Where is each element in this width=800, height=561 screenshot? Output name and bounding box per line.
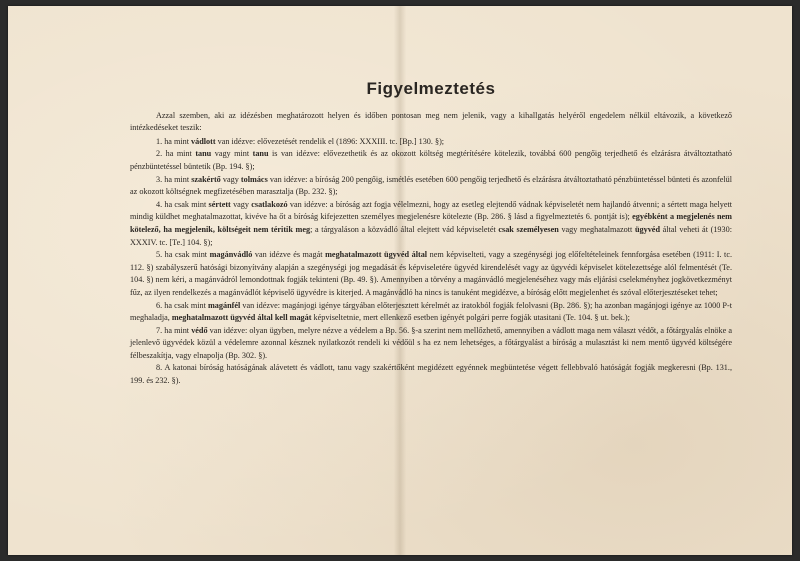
emphasized-text: meghatalmazott ügyvéd által kell magát [171,313,312,323]
item-text: által veheti át (1930: XXXIV. tc. [Te.] 104. §); [130,224,732,247]
emphasized-text: magánvádló [209,250,253,260]
notice-item [130,249,732,299]
item-text: képviseltetnie, mert ellenkező esetben igényét polgári perre fogják utasitani (Te. 104. § ut. bek.); [311,313,630,323]
emphasized-text: vádlott [191,136,216,146]
intro-paragraph: Azzal szemben, aki az idézésben meghatározott helyen és időben pontosan meg nem jelenik, vagy a kihallgatás helyéről engedelem nélkül eltávozik, a következő intézkedéseket teszik: [130,110,732,133]
item-text: 1. ha mint [156,136,192,146]
item-text: vagy [230,199,252,209]
emphasized-text: tanu [252,149,269,159]
emphasized-text: csak személyesen [498,224,559,234]
notice-item [130,325,732,363]
emphasized-text: meghatalmazott ügyvéd által [325,250,428,260]
page-title: Figyelmeztetés [366,79,496,98]
notice-item [130,199,732,249]
notice-item [130,362,732,387]
emphasized-text: egyébként a megjelenés nem kötelező, ha megjelenik, költségeit nem téritik meg [130,212,732,234]
item-text: van idézve: a bíróság azt fogja vélelmezni, hogy az esetleg elejtendő vádnak képviseletét nem hajlandó átvenni; a sértett maga helyett mindig küldhet meghatalmazottat, kivéve ha őt a bíróság kifejezetten személyes megjelenésre kötelezte (Bp. 286. § lásd a figyelmeztetés 6. pontját is); [130,199,733,222]
notice-item [130,136,732,149]
item-text: vagy mint [211,149,253,159]
notice-item [130,174,732,199]
item-text: van idézve: olyan ügyben, melyre nézve a védelem a Bp. 56. §-a szerint nem mellőzhető, amennyiben a vádlott maga nem választ védőt, a főtárgyalás elnöke a jelenlevő ügyvédek közül a védelemre azonnal késznek nyilatkozót rendeli ki védőül s ha ez nem lehetséges, a főtárgyalást a bíróság a mulasztást ki nem mentő ügyvéd költségére félbeszakítja, vagy elnapolja (Bp. 302. §). [130,325,732,360]
item-text: vagy meghatalmazott [558,224,635,234]
item-text: van idézve: elővezetését rendelik el (1896: XXXIII. tc. [Bp.] 130. §); [215,136,445,146]
item-text: ; a tárgyaláson a közvádló által elejtett vád képviseletét [310,224,499,234]
emphasized-text: csatlakozó [251,199,288,209]
document-page [8,6,792,555]
item-text: vagy [220,174,241,184]
item-text: 5. ha csak mint [156,250,210,260]
item-text: 3. ha mint [156,174,192,184]
notice-body [130,78,732,388]
item-text: 6. ha csak mint [156,300,208,310]
emphasized-text: magánfél [207,300,241,310]
emphasized-text: ügyvéd [634,224,660,234]
item-text: 4. ha csak mint [156,199,209,209]
emphasized-text: szakértő [191,174,221,184]
notice-items [130,136,732,388]
emphasized-text: tanu [195,149,212,159]
item-text: 8. A katonai bíróság hatóságának alávetett és vádlott, tanu vagy szakértőként megidézett egyénnek megbüntetése végett fellebbvaló hatóságát fogják megkeresni (Bp. 131., 199. és 232. §). [130,363,732,386]
emphasized-text: tolmács [240,174,268,184]
item-text: nem képviselteti, vagy a szegénységi jog előfeltételeinek fennforgása esetében (1911: I. tc. 112. §) szabályszerű hatósági bizonyítvány alapján a szegénységi jog megadását és képviseletére ügyvéd kirendelését vagy az ügyvédi képviselet kötelezettsége alól felmentését (Te. 104. §) nem kéri, a magánvádról lemondottnak fogják tekinteni (Bp. 49. §). Amennyiben a törvény a magánvádló megjelenéséhez vagy más eljárási cselekményhez jogkövetkezményt fűz, az ilyen rendelkezés a magánvádlót képviselő ügyvédre is kiterjed. A magánvádló ha nincs is tanuként megidézve, a bíróság előtt megjelenhet és szóval előterjesztéseket tehet; [130,250,732,297]
item-text: is van idézve: elővezethetik és az okozott költség megtérítésére kötelezik, továbbá 600 pengőig terjedhető és elzárásra átváltoztatható pénzbüntetéssel büntetik (Bp. 194. §); [130,149,733,171]
item-text: van idézve: magánjogi igénye tárgyában előterjesztett kérelmét az iratokból fogják felolvasni (Bp. 286. §); ha azonban magánjogi igénye az 1000 P-t meghaladja, [130,300,732,323]
emphasized-text: védő [191,325,208,335]
item-text: 2. ha mint [156,149,196,159]
item-text: van idézve és magát [252,250,326,260]
notice-item [130,300,732,325]
item-text: 7. ha mint [156,325,192,335]
item-text: van idézve: a bíróság 200 pengőig, ismétlés esetében 600 pengőig terjedhető és elzárásra átváltoztatható pénzbüntetéssel bünteti és azonfelül az okozott költségnek megfizetésében marasztalja (Bp. 232. §); [130,174,732,197]
emphasized-text: sértett [208,199,231,209]
notice-item [130,148,732,173]
